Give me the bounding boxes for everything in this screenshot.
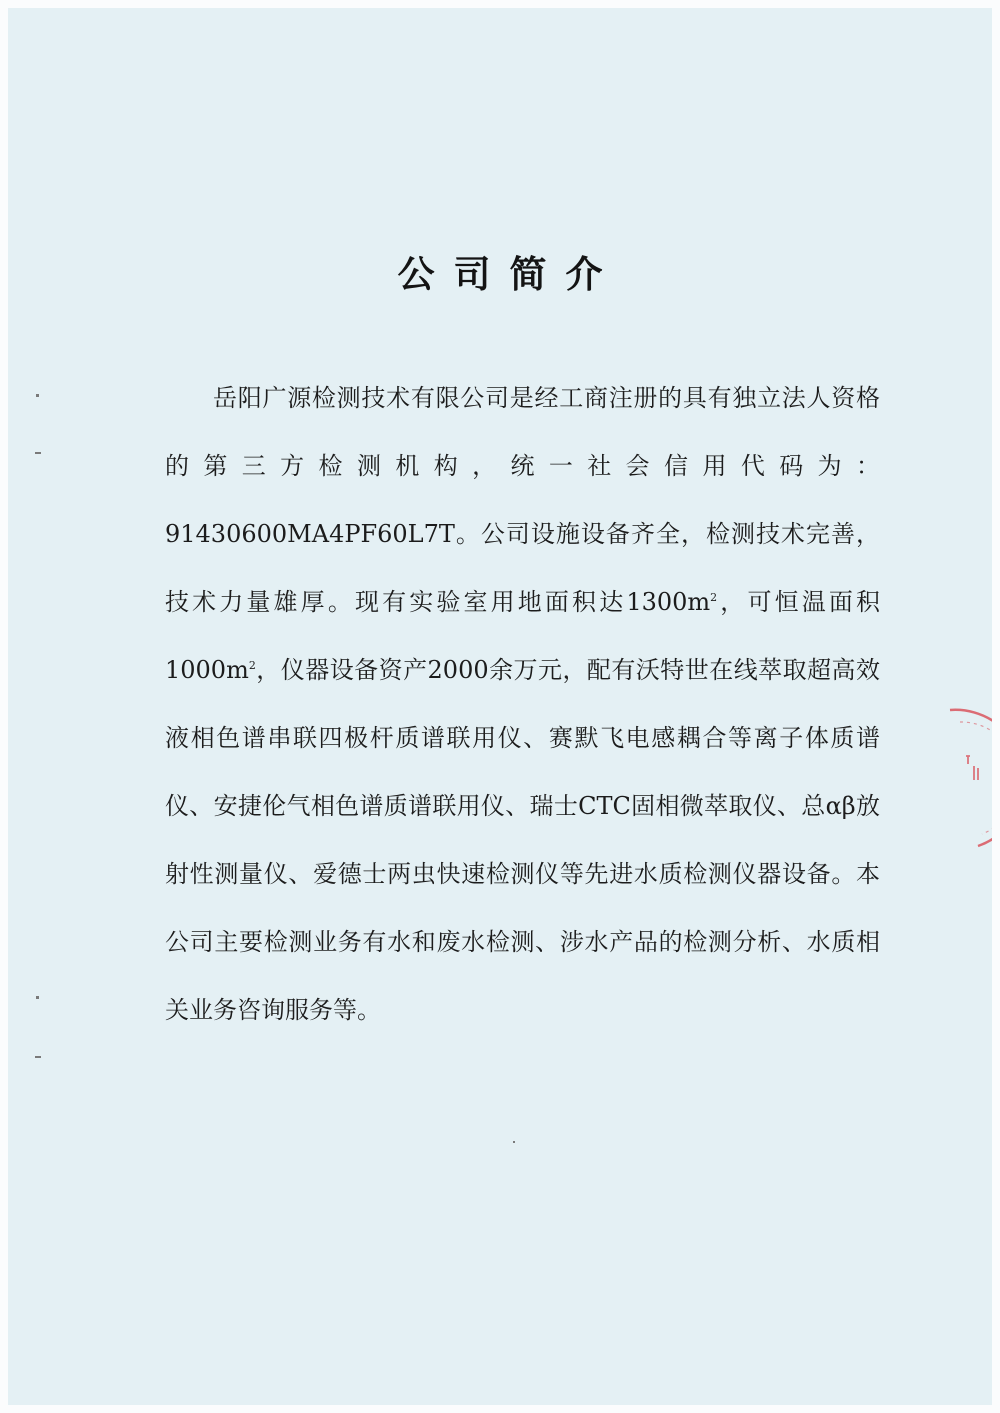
partial-seal-stamp xyxy=(938,708,992,848)
scan-mark xyxy=(35,1056,41,1058)
scan-mark xyxy=(36,394,39,397)
document-page xyxy=(8,8,992,1405)
company-introduction-paragraph xyxy=(165,364,880,1044)
intro-text-part-1: 岳阳广源检测技术有限公司是经工商注册的具有独立法人资格的第三方检测机构，统一社会信用代码为：91430600MA4PF60L7T。公司设施设备齐全，检测技术完善，技术力量雄厚。现有实验室用地面积达1300m xyxy=(165,384,880,616)
intro-text-part-2: ，可恒温面积1000m xyxy=(165,588,880,684)
square-meter-superscript: 2 xyxy=(248,659,256,672)
scan-mark xyxy=(513,1141,515,1143)
intro-text-part-3: ，仪器设备资产2000余万元，配有沃特世在线萃取超高效液相色谱串联四极杆质谱联用仪、赛默飞电感耦合等离子体质谱仪、安捷伦气相色谱质谱联用仪、瑞士CTC固相微萃取仪、总αβ放射性测量仪、爱德士两虫快速检测仪等先进水质检测仪器设备。本公司主要检测业务有水和废水检测、涉水产品的检测分析、水质相关业务咨询服务等。 xyxy=(165,656,880,1024)
square-meter-superscript: 2 xyxy=(710,591,718,604)
document-title: 公司简介 xyxy=(397,253,622,296)
scan-mark xyxy=(35,452,41,454)
scan-mark xyxy=(36,996,39,999)
